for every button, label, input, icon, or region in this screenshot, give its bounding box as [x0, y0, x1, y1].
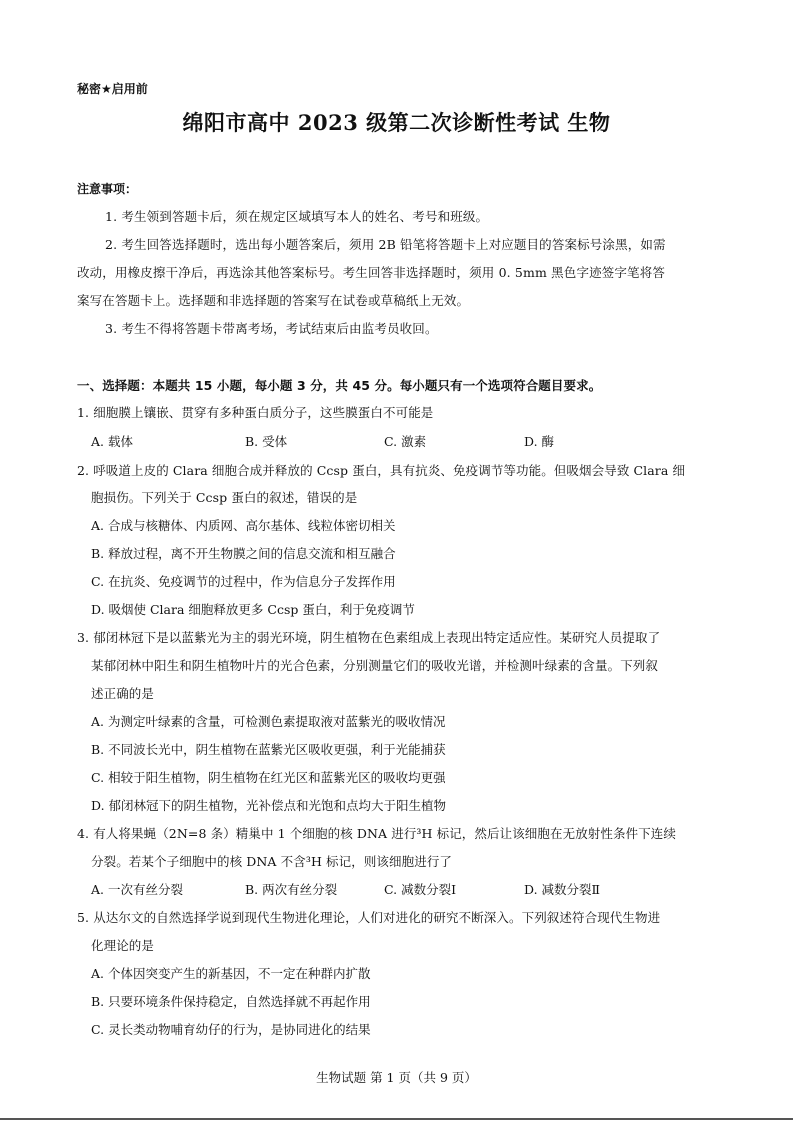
question-4-stem: 4. 有人将果蝇（2N=8 条）精巢中 1 个细胞的核 DNA 进行³H 标记，然后让该细胞在无放射性条件下连续 [77, 826, 677, 841]
question-5-stem-cont: 化理论的是 [91, 938, 155, 953]
note-item-2-cont2: 案写在答题卡上。选择题和非选择题的答案写在试卷或草稿纸上无效。 [77, 293, 470, 308]
question-2-option-c: C. 在抗炎、免疫调节的过程中，作为信息分子发挥作用 [91, 574, 396, 589]
question-4-option-d: D. 减数分裂Ⅱ [524, 882, 601, 897]
question-3-option-a: A. 为测定叶绿素的含量，可检测色素提取液对蓝紫光的吸收情况 [91, 714, 446, 729]
question-2-stem-cont: 胞损伤。下列关于 Ccsp 蛋白的叙述，错误的是 [91, 490, 358, 505]
note-item-3: 3. 考生不得将答题卡带离考场，考试结束后由监考员收回。 [105, 321, 438, 336]
bottom-divider [0, 1118, 793, 1120]
question-3-option-d: D. 郁闭林冠下的阴生植物，光补偿点和光饱和点均大于阳生植物 [91, 798, 447, 813]
question-1-option-a: A. 载体 [91, 434, 133, 449]
question-3-option-c: C. 相较于阳生植物，阴生植物在红光区和蓝紫光区的吸收均更强 [91, 770, 446, 785]
question-5-option-b: B. 只要环境条件保持稳定，自然选择就不再起作用 [91, 994, 371, 1009]
question-3-stem-cont: 某郁闭林中阳生和阴生植物叶片的光合色素，分别测量它们的吸收光谱，并检测叶绿素的含量。下列叙 [91, 658, 659, 673]
note-item-1: 1. 考生领到答题卡后，须在规定区域填写本人的姓名、考号和班级。 [105, 209, 489, 224]
question-4-option-c: C. 减数分裂Ⅰ [384, 882, 457, 897]
question-4-option-b: B. 两次有丝分裂 [245, 882, 338, 897]
question-4-stem-cont: 分裂。若某个子细胞中的核 DNA 不含³H 标记，则该细胞进行了 [91, 854, 453, 869]
question-2-option-d: D. 吸烟使 Clara 细胞释放更多 Ccsp 蛋白，利于免疫调节 [91, 602, 415, 617]
notes-heading: 注意事项： [77, 182, 138, 196]
question-1-option-d: D. 酶 [524, 434, 555, 449]
confidential-label: 秘密★启用前 [77, 82, 148, 96]
question-2-option-a: A. 合成与核糖体、内质网、高尔基体、线粒体密切相关 [91, 518, 396, 533]
question-1-option-b: B. 受体 [245, 434, 288, 449]
question-3-option-b: B. 不同波长光中，阴生植物在蓝紫光区吸收更强，利于光能捕获 [91, 742, 446, 757]
page-title: 绵阳市高中 2023 级第二次诊断性考试 生物 [182, 110, 611, 135]
question-3-stem-cont2: 述正确的是 [91, 686, 155, 701]
section-heading: 一、选择题：本题共 15 小题，每小题 3 分，共 45 分。每小题只有一个选项符合题目要求。 [77, 378, 602, 393]
question-5-stem: 5. 从达尔文的自然选择学说到现代生物进化理论，人们对进化的研究不断深入。下列叙述符合现代生物进 [77, 910, 661, 925]
question-5-option-c: C. 灵长类动物哺育幼仔的行为，是协同进化的结果 [91, 1022, 371, 1037]
note-item-2: 2. 考生回答选择题时，选出每小题答案后，须用 2B 铅笔将答题卡上对应题目的答案标号涂黑，如需 [105, 237, 666, 252]
question-1-option-c: C. 激素 [384, 434, 427, 449]
page-footer: 生物试题 第 1 页（共 9 页） [316, 1070, 477, 1085]
question-2-stem: 2. 呼吸道上皮的 Clara 细胞合成并释放的 Ccsp 蛋白，具有抗炎、免疫调节等功能。但吸烟会导致 Clara 细 [77, 463, 686, 478]
question-2-option-b: B. 释放过程，离不开生物膜之间的信息交流和相互融合 [91, 546, 396, 561]
note-item-2-cont: 改动，用橡皮擦干净后，再选涂其他答案标号。考生回答非选择题时，须用 0. 5mm 黑色字迹签字笔将答 [77, 265, 666, 280]
question-4-option-a: A. 一次有丝分裂 [91, 882, 183, 897]
question-3-stem: 3. 郁闭林冠下是以蓝紫光为主的弱光环境，阴生植物在色素组成上表现出特定适应性。某研究人员提取了 [77, 630, 661, 645]
question-1-stem: 1. 细胞膜上镶嵌、贯穿有多种蛋白质分子，这些膜蛋白不可能是 [77, 405, 434, 420]
question-5-option-a: A. 个体因突变产生的新基因，不一定在种群内扩散 [91, 966, 371, 981]
